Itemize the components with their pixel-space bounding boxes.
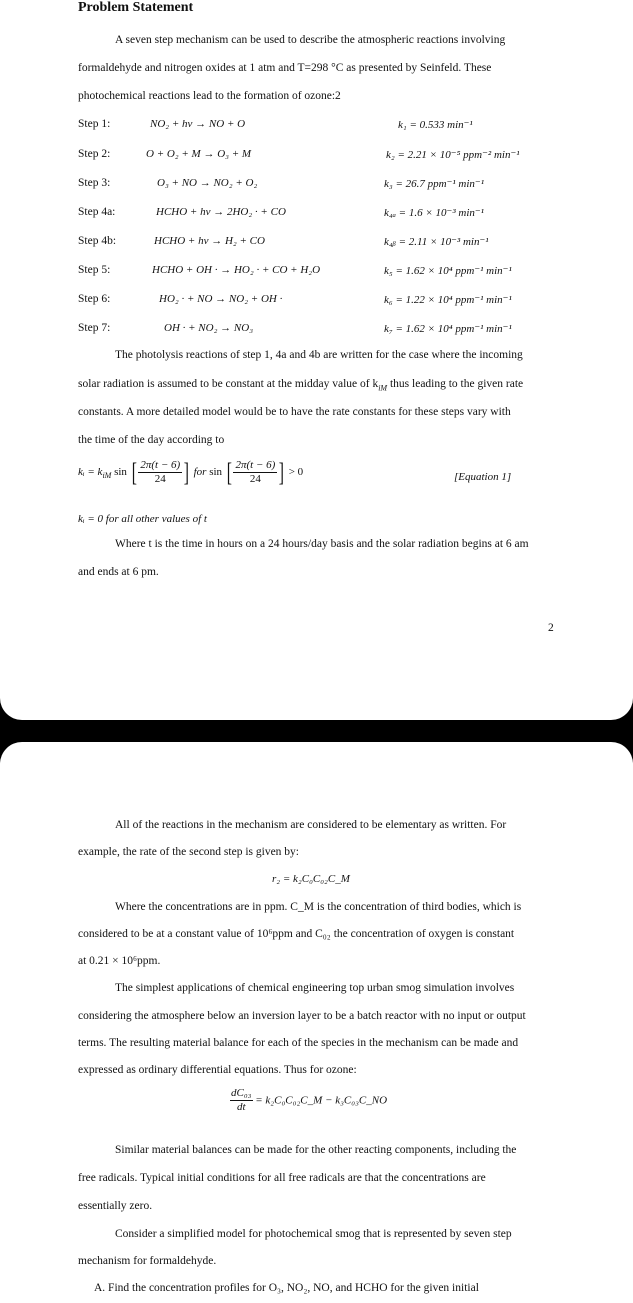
- page-number: 2: [548, 622, 554, 634]
- intro-line-1: A seven step mechanism can be used to describe the atmospheric reactions involving: [115, 34, 506, 46]
- para4-line-1: Similar material balances can be made for the other reacting components, including the: [115, 1144, 517, 1156]
- step-rate-constant: k₆ = 1.22 × 10⁴ ppm⁻¹ min⁻¹: [384, 294, 512, 306]
- step-rate-constant: k₅ = 1.62 × 10⁴ ppm⁻¹ min⁻¹: [384, 265, 512, 277]
- step-rate-constant: k₇ = 1.62 × 10⁴ ppm⁻¹ min⁻¹: [384, 323, 512, 335]
- where-line-1: Where t is the time in hours on a 24 hours/day basis and the solar radiation begins at 6 am: [115, 538, 529, 550]
- ode-fraction: [230, 1087, 253, 1114]
- step-label: Step 2:: [78, 148, 111, 160]
- ozone-balance-equation: [230, 1087, 387, 1114]
- ode-numerator: dC₀₃: [231, 1087, 252, 1099]
- step-label: Step 3:: [78, 177, 111, 189]
- para5-line-1: Consider a simplified model for photochemical smog that is represented by seven step: [115, 1228, 512, 1240]
- right-bracket-icon: ]: [183, 457, 190, 487]
- para1-line-1: All of the reactions in the mechanism are considered to be elementary as written. For: [115, 819, 507, 831]
- eq1-fraction: [233, 459, 277, 486]
- eq1-condition: > 0: [288, 466, 304, 479]
- step-rate-constant: k₁ = 0.533 min⁻¹: [398, 119, 473, 131]
- step-rate-constant: k₂ = 2.21 × 10⁻⁵ ppm⁻² min⁻¹: [386, 149, 520, 161]
- eq1-numerator: 2π(t − 6): [235, 459, 276, 471]
- intro-line-3: photochemical reactions lead to the formation of ozone:2: [78, 90, 341, 102]
- para3-line-4: expressed as ordinary differential equations. Thus for ozone:: [78, 1064, 357, 1076]
- step-rate-constant: k₄ₐ = 1.6 × 10⁻³ min⁻¹: [384, 207, 484, 219]
- where-line-2: and ends at 6 pm.: [78, 566, 159, 578]
- step-label: Step 7:: [78, 322, 111, 334]
- photolysis-line-2-tail: thus leading to the given rate: [387, 378, 524, 390]
- photolysis-line-3: constants. A more detailed model would be to have the rate constants for these steps vary with: [78, 406, 511, 418]
- equation-1: [78, 459, 303, 486]
- step-label: Step 5:: [78, 264, 111, 276]
- step-reaction: OH · + NO₂ → NO₃: [164, 322, 254, 334]
- eq1-lhs: kᵢ = k: [78, 466, 103, 479]
- document-page-2: [0, 742, 633, 1303]
- step-label: Step 4b:: [78, 235, 117, 247]
- photolysis-line-2-text: solar radiation is assumed to be constant at the midday value of k: [78, 378, 379, 390]
- step-label: Step 6:: [78, 293, 111, 305]
- photolysis-line-1: The photolysis reactions of step 1, 4a and 4b are written for the case where the incoming: [115, 349, 523, 361]
- page-heading: Problem Statement: [78, 0, 194, 15]
- para2-line-3: at 0.21 × 10⁶ppm.: [78, 955, 161, 967]
- para5-line-2: mechanism for formaldehyde.: [78, 1255, 217, 1267]
- left-bracket-icon: [: [131, 457, 137, 487]
- ode-rhs: = k₂C₀C₀₂C_M − k₃C₀₃C_NO: [255, 1094, 388, 1107]
- left-bracket-icon: [: [226, 457, 232, 487]
- photolysis-line-4: the time of the day according to: [78, 434, 225, 446]
- step-reaction: HCHO + hν → H₂ + CO: [154, 235, 265, 247]
- para3-line-1: The simplest applications of chemical engineering top urban smog simulation involves: [115, 982, 515, 994]
- equation-1-tag: [Equation 1]: [454, 471, 512, 483]
- eq1-for: for: [193, 466, 207, 479]
- para4-line-3: essentially zero.: [78, 1200, 153, 1212]
- step-label: Step 1:: [78, 118, 111, 130]
- ode-denominator: dt: [236, 1101, 246, 1113]
- eq1-denominator: 24: [154, 473, 166, 485]
- para4-line-2: free radicals. Typical initial conditions for all free radicals are that the concentrations are: [78, 1172, 486, 1184]
- step-rate-constant: k₄ᵦ = 2.11 × 10⁻³ min⁻¹: [384, 236, 489, 248]
- eq1-sin: sin: [209, 466, 223, 479]
- step-reaction: O₃ + NO → NO₂ + O₂: [157, 177, 258, 189]
- step-reaction: NO₂ + hν → NO + O: [150, 118, 246, 130]
- equation-1-else: kᵢ = 0 for all other values of t: [78, 513, 207, 525]
- para3-line-3: terms. The resulting material balance for each of the species in the mechanism can be made and: [78, 1037, 519, 1049]
- step-reaction: HO₂ · + NO → NO₂ + OH ·: [159, 293, 283, 305]
- para2-line-2: considered to be at a constant value of 10⁶ppm and C₀₂ the concentration of oxygen is constant: [78, 928, 515, 940]
- step-label: Step 4a:: [78, 206, 116, 218]
- eq1-lhs-subscript: iM: [102, 471, 112, 481]
- step-reaction: O + O₂ + M → O₃ + M: [146, 148, 252, 160]
- right-bracket-icon: ]: [279, 457, 285, 487]
- step-reaction: HCHO + hν → 2HO₂ · + CO: [156, 206, 286, 218]
- eq1-numerator: 2π(t − 6): [140, 459, 181, 471]
- eq1-fraction: [138, 459, 182, 486]
- para3-line-2: considering the atmosphere below an inversion layer to be a batch reactor with no input or output: [78, 1010, 526, 1022]
- photolysis-line-2: [78, 378, 523, 392]
- intro-line-2: formaldehyde and nitrogen oxides at 1 atm and T=298 °C as presented by Seinfeld. These: [78, 62, 492, 74]
- part-a-question: A. Find the concentration profiles for O₃, NO₂, NO, and HCHO for the given initial: [94, 1282, 479, 1294]
- kim-subscript: iM: [378, 383, 388, 393]
- eq1-sin: sin: [114, 466, 127, 479]
- eq1-denominator: 24: [249, 473, 261, 485]
- para2-line-1: Where the concentrations are in ppm. C_M is the concentration of third bodies, which is: [115, 901, 522, 913]
- rate-equation: r₂ = k₂C₀C₀₂C_M: [272, 873, 350, 885]
- step-rate-constant: k₃ = 26.7 ppm⁻¹ min⁻¹: [384, 178, 485, 190]
- para1-line-2: example, the rate of the second step is given by:: [78, 846, 299, 858]
- step-reaction: HCHO + OH · → HO₂ · + CO + H₂O: [152, 264, 321, 276]
